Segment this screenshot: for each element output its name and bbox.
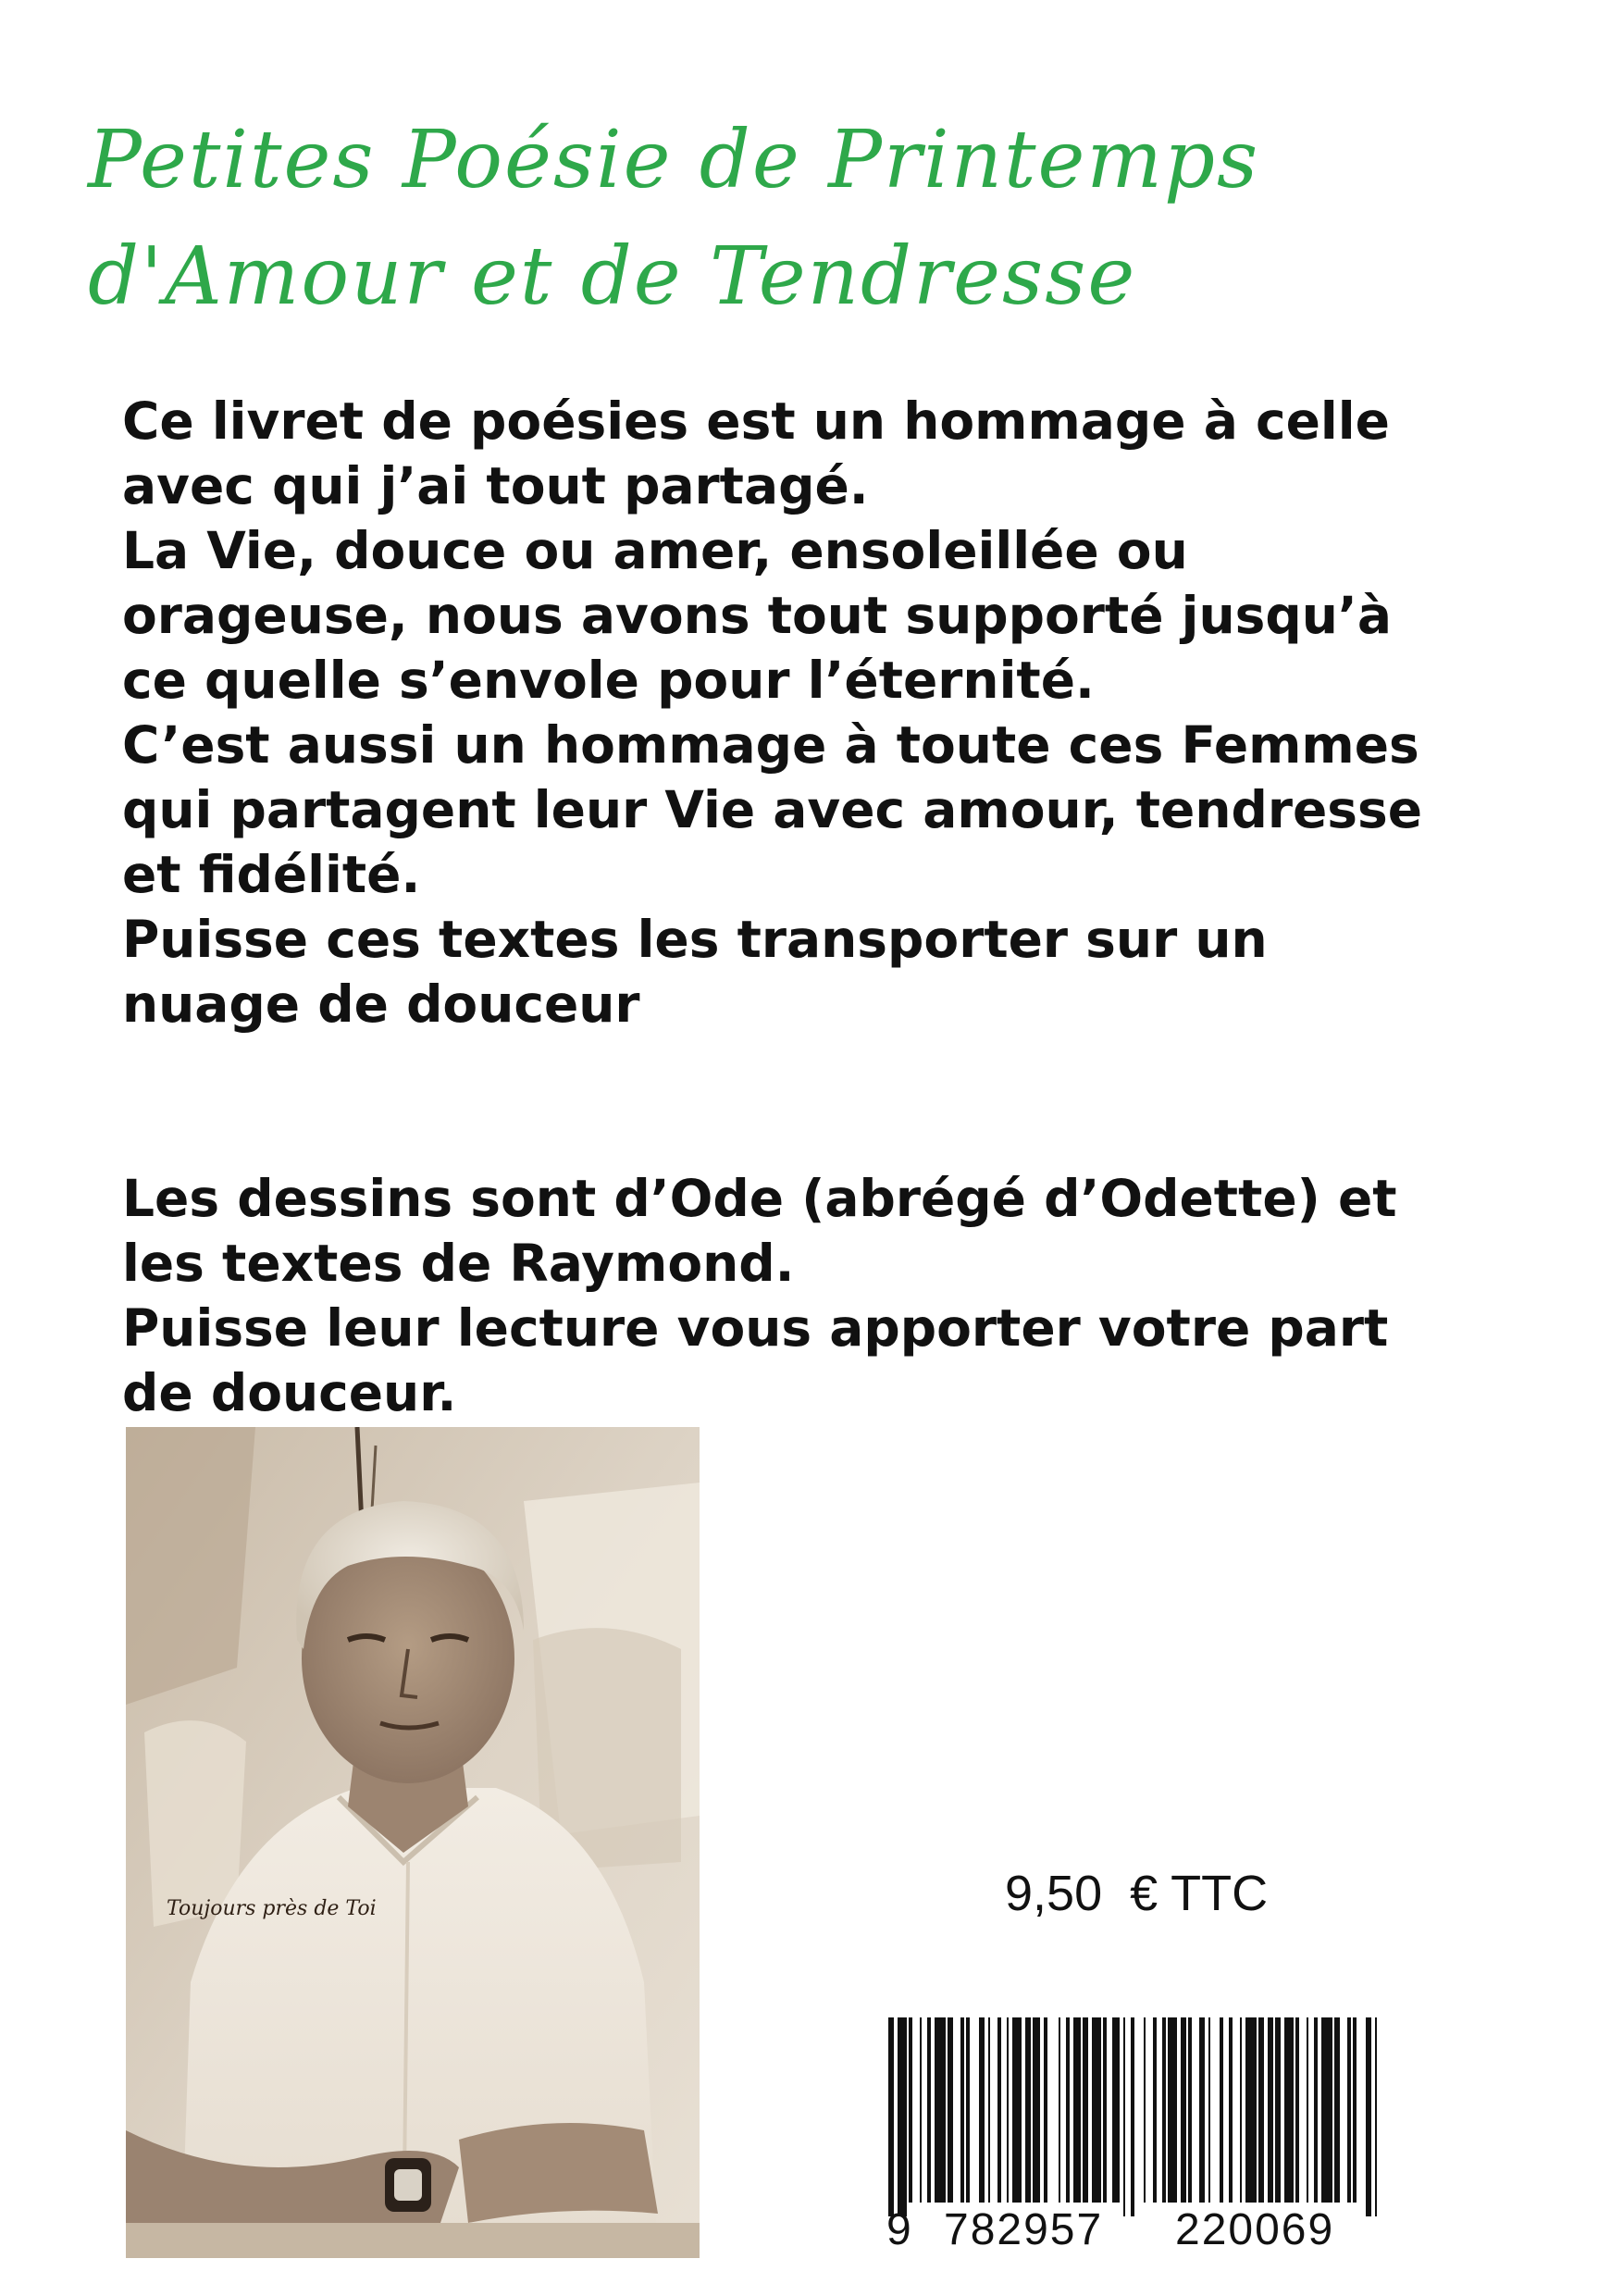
title-line-1: Petites Poésie de Printemps xyxy=(88,114,1260,206)
barcode-bar xyxy=(1208,2017,1210,2203)
blurb-line: et fidélité. xyxy=(122,845,421,904)
barcode-bar xyxy=(1181,2017,1186,2203)
barcode-bar xyxy=(1059,2017,1060,2203)
barcode-bar xyxy=(1199,2017,1205,2203)
photo-inscription: Toujours près de Toi xyxy=(167,1897,377,1920)
barcode-bar xyxy=(1007,2017,1009,2203)
blurb-line: ce quelle s’envole pour l’éternité. xyxy=(122,651,1095,710)
barcode-bar xyxy=(1033,2017,1040,2203)
barcode-bar xyxy=(1168,2017,1177,2203)
barcode-bar xyxy=(1123,2017,1125,2216)
barcode-bar xyxy=(1268,2017,1273,2203)
barcode-bar xyxy=(888,2017,894,2216)
barcode-bar xyxy=(988,2017,990,2203)
barcode-bar xyxy=(1073,2017,1081,2203)
paragraph-spacer xyxy=(122,1036,1529,1166)
barcode-right-digits: 220069 xyxy=(1175,2205,1335,2254)
barcode-bar xyxy=(1258,2017,1264,2203)
blurb-line: Puisse ces textes les transporter sur un xyxy=(122,910,1268,969)
barcode-bar xyxy=(898,2017,907,2216)
barcode-bar xyxy=(1103,2017,1107,2203)
barcode-bar xyxy=(927,2017,931,2203)
blurb-line: orageuse, nous avons tout supporté jusqu’à xyxy=(122,586,1392,645)
barcode-bar xyxy=(960,2017,964,2203)
barcode-bar xyxy=(1321,2017,1332,2203)
barcode-bar xyxy=(966,2017,970,2203)
barcode-bar xyxy=(1353,2017,1357,2203)
credits-line: les textes de Raymond. xyxy=(122,1234,795,1293)
barcode-bar xyxy=(1295,2017,1299,2203)
ean-barcode xyxy=(888,2017,1379,2258)
barcode-bar xyxy=(1112,2017,1120,2203)
barcode-bar xyxy=(920,2017,922,2203)
barcode-left-digits: 782957 xyxy=(944,2205,1104,2254)
credits-line: Les dessins sont d’Ode (abrégé d’Odette) et xyxy=(122,1169,1397,1228)
barcode-bar xyxy=(1092,2017,1101,2203)
barcode-bar xyxy=(1012,2017,1022,2203)
barcode-bar xyxy=(1334,2017,1340,2203)
barcode-first-digit: 9 xyxy=(886,2205,913,2254)
blurb-line: qui partagent leur Vie avec amour, tendresse xyxy=(122,780,1423,839)
barcode-bar xyxy=(1240,2017,1242,2203)
barcode-bar xyxy=(1144,2017,1146,2203)
barcode-bar xyxy=(979,2017,985,2203)
credits-line: de douceur. xyxy=(122,1363,457,1422)
barcode-bar xyxy=(1153,2017,1157,2203)
barcode-bar xyxy=(1162,2017,1166,2203)
barcode-bar xyxy=(1220,2017,1223,2203)
blurb-line: avec qui j’ai tout partagé. xyxy=(122,456,869,515)
barcode-bar xyxy=(1366,2017,1371,2216)
barcode-bar xyxy=(1314,2017,1318,2203)
author-photo xyxy=(126,1427,700,2258)
barcode-bar xyxy=(909,2017,912,2203)
barcode-bar xyxy=(1066,2017,1070,2203)
credits-line: Puisse leur lecture vous apporter votre part xyxy=(122,1298,1389,1358)
barcode-bar xyxy=(1229,2017,1233,2203)
cover-title xyxy=(88,102,1531,335)
barcode-bar xyxy=(1083,2017,1088,2203)
price-label: 9,50 € TTC xyxy=(1005,1866,1269,1921)
barcode-bar xyxy=(1188,2017,1192,2203)
barcode-bar xyxy=(1131,2017,1134,2216)
back-cover-blurb xyxy=(122,389,1529,1425)
blurb-line: nuage de douceur xyxy=(122,974,640,1034)
blurb-line: La Vie, douce ou amer, ensoleillée ou xyxy=(122,521,1188,580)
barcode-bar xyxy=(948,2017,953,2203)
barcode-bar xyxy=(1245,2017,1257,2203)
barcode-bar xyxy=(1025,2017,1031,2203)
title-line-2: d'Amour et de Tendresse xyxy=(88,230,1137,323)
barcode-bar xyxy=(1275,2017,1281,2203)
barcode-bar xyxy=(1284,2017,1294,2203)
blurb-line: C’est aussi un hommage à toute ces Femmes xyxy=(122,715,1419,775)
barcode-bar xyxy=(1044,2017,1047,2203)
barcode-bar xyxy=(1307,2017,1308,2203)
barcode-bar xyxy=(935,2017,946,2203)
barcode-bar xyxy=(1347,2017,1351,2203)
barcode-bar xyxy=(1375,2017,1377,2216)
barcode-bar xyxy=(997,2017,1001,2203)
blurb-line: Ce livret de poésies est un hommage à celle xyxy=(122,391,1390,451)
